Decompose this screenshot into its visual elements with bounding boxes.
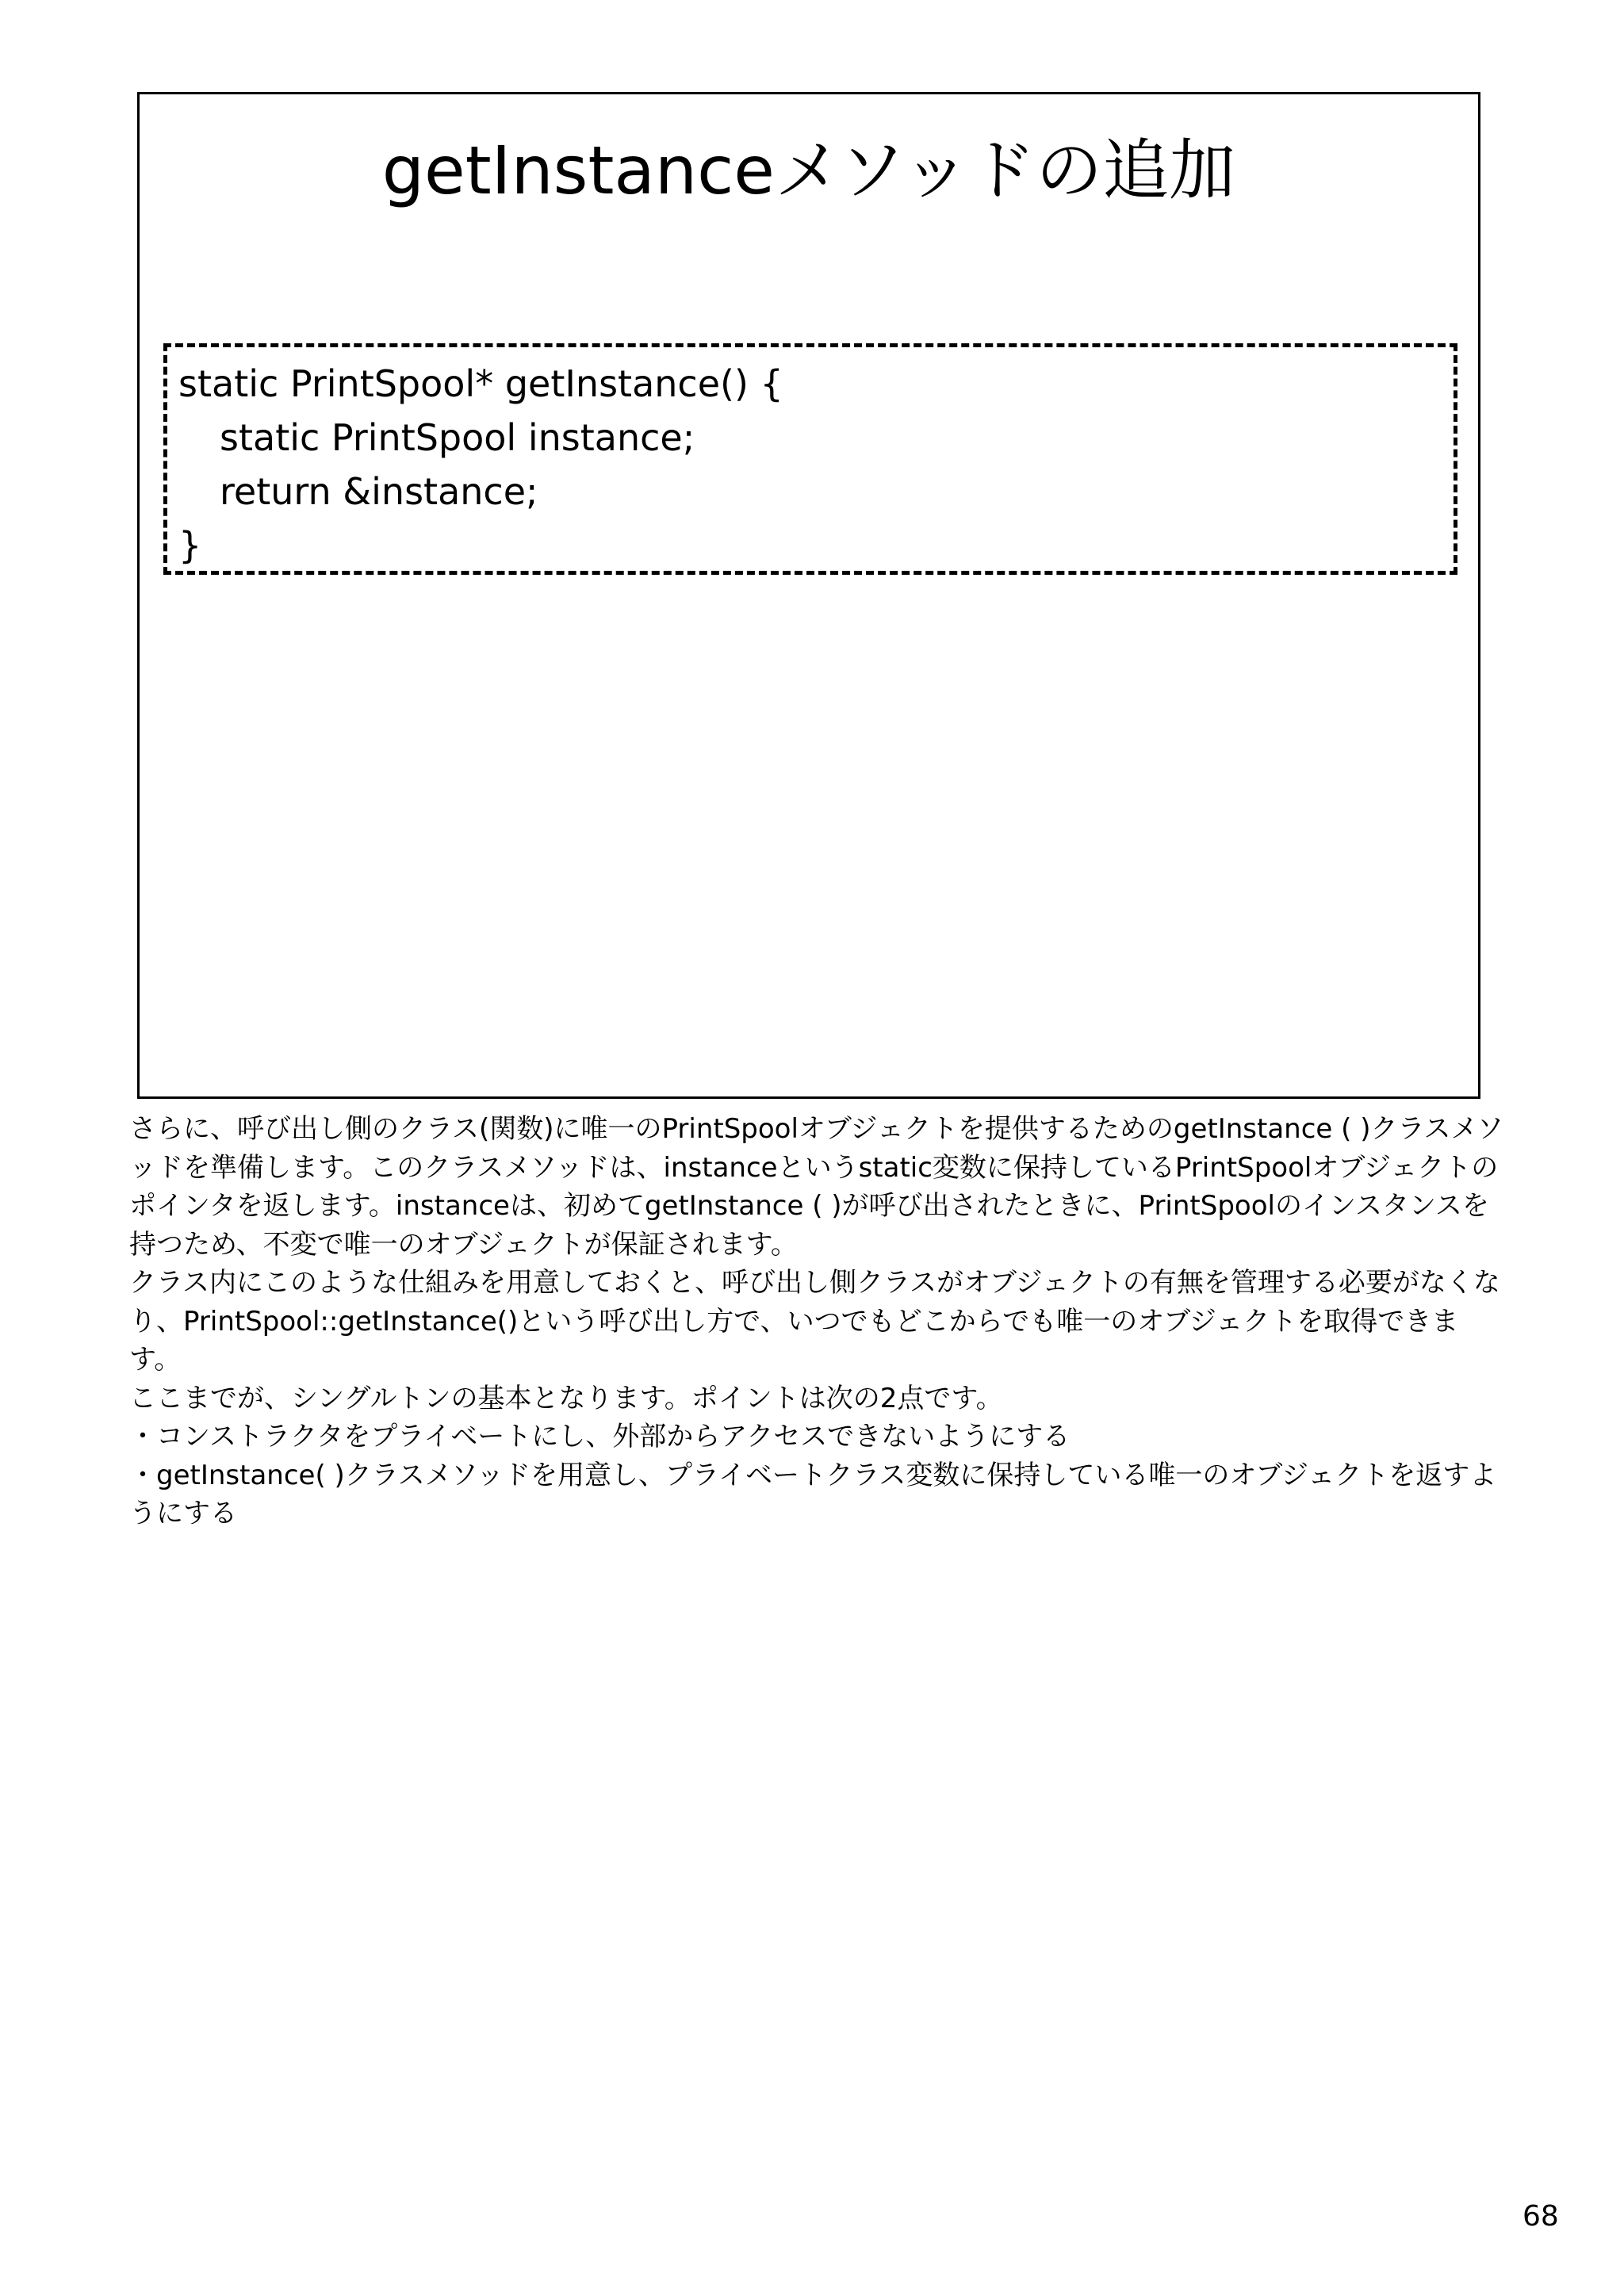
notes-text <box>129 1110 1509 1533</box>
notes-paragraph-summary: ここまでが、シングルトンの基本となります。ポイントは次の2点です。 <box>129 1382 1003 1414</box>
code-line-signature: static PrintSpool* getInstance() { <box>178 362 783 405</box>
slide-title: getInstanceメソッドの追加 <box>381 132 1236 209</box>
notes-point-getinstance-method: ・getInstance( )クラスメソッドを用意し、プライベートクラス変数に保持している唯一のオブジェクトを返すようにする <box>129 1459 1497 1529</box>
page-number: 68 <box>1522 2200 1559 2233</box>
notes-point-private-constructor: ・コンストラクタをプライベートにし、外部からアクセスできないようにする <box>129 1421 1071 1452</box>
code-line-static-declaration: static PrintSpool instance; <box>220 416 695 459</box>
code-line-return: return &instance; <box>220 470 538 513</box>
code-block <box>163 343 1457 575</box>
slide-frame <box>137 92 1480 1099</box>
notes-paragraph-getinstance: さらに、呼び出し側のクラス(関数)に唯一のPrintSpoolオブジェクトを提供するためのgetInstance ( )クラスメソッドを準備します。このクラスメソッドは、instanceというstatic変数に保持しているPrintSpoolオブジェクトのポインタを返します。instanceは、初めてgetInstance ( )が呼び出されたときに、PrintSpoolのインスタンスを持つため、不変で唯一のオブジェクトが保証されます。 <box>129 1113 1504 1261</box>
code-line-closing-brace: } <box>178 524 202 567</box>
notes-paragraph-benefit: クラス内にこのような仕組みを用意しておくと、呼び出し側クラスがオブジェクトの有無を管理する必要がなくなり、PrintSpool::getInstance()という呼び出し方で、いつでもどこからでも唯一のオブジェクトを取得できます。 <box>129 1267 1500 1376</box>
